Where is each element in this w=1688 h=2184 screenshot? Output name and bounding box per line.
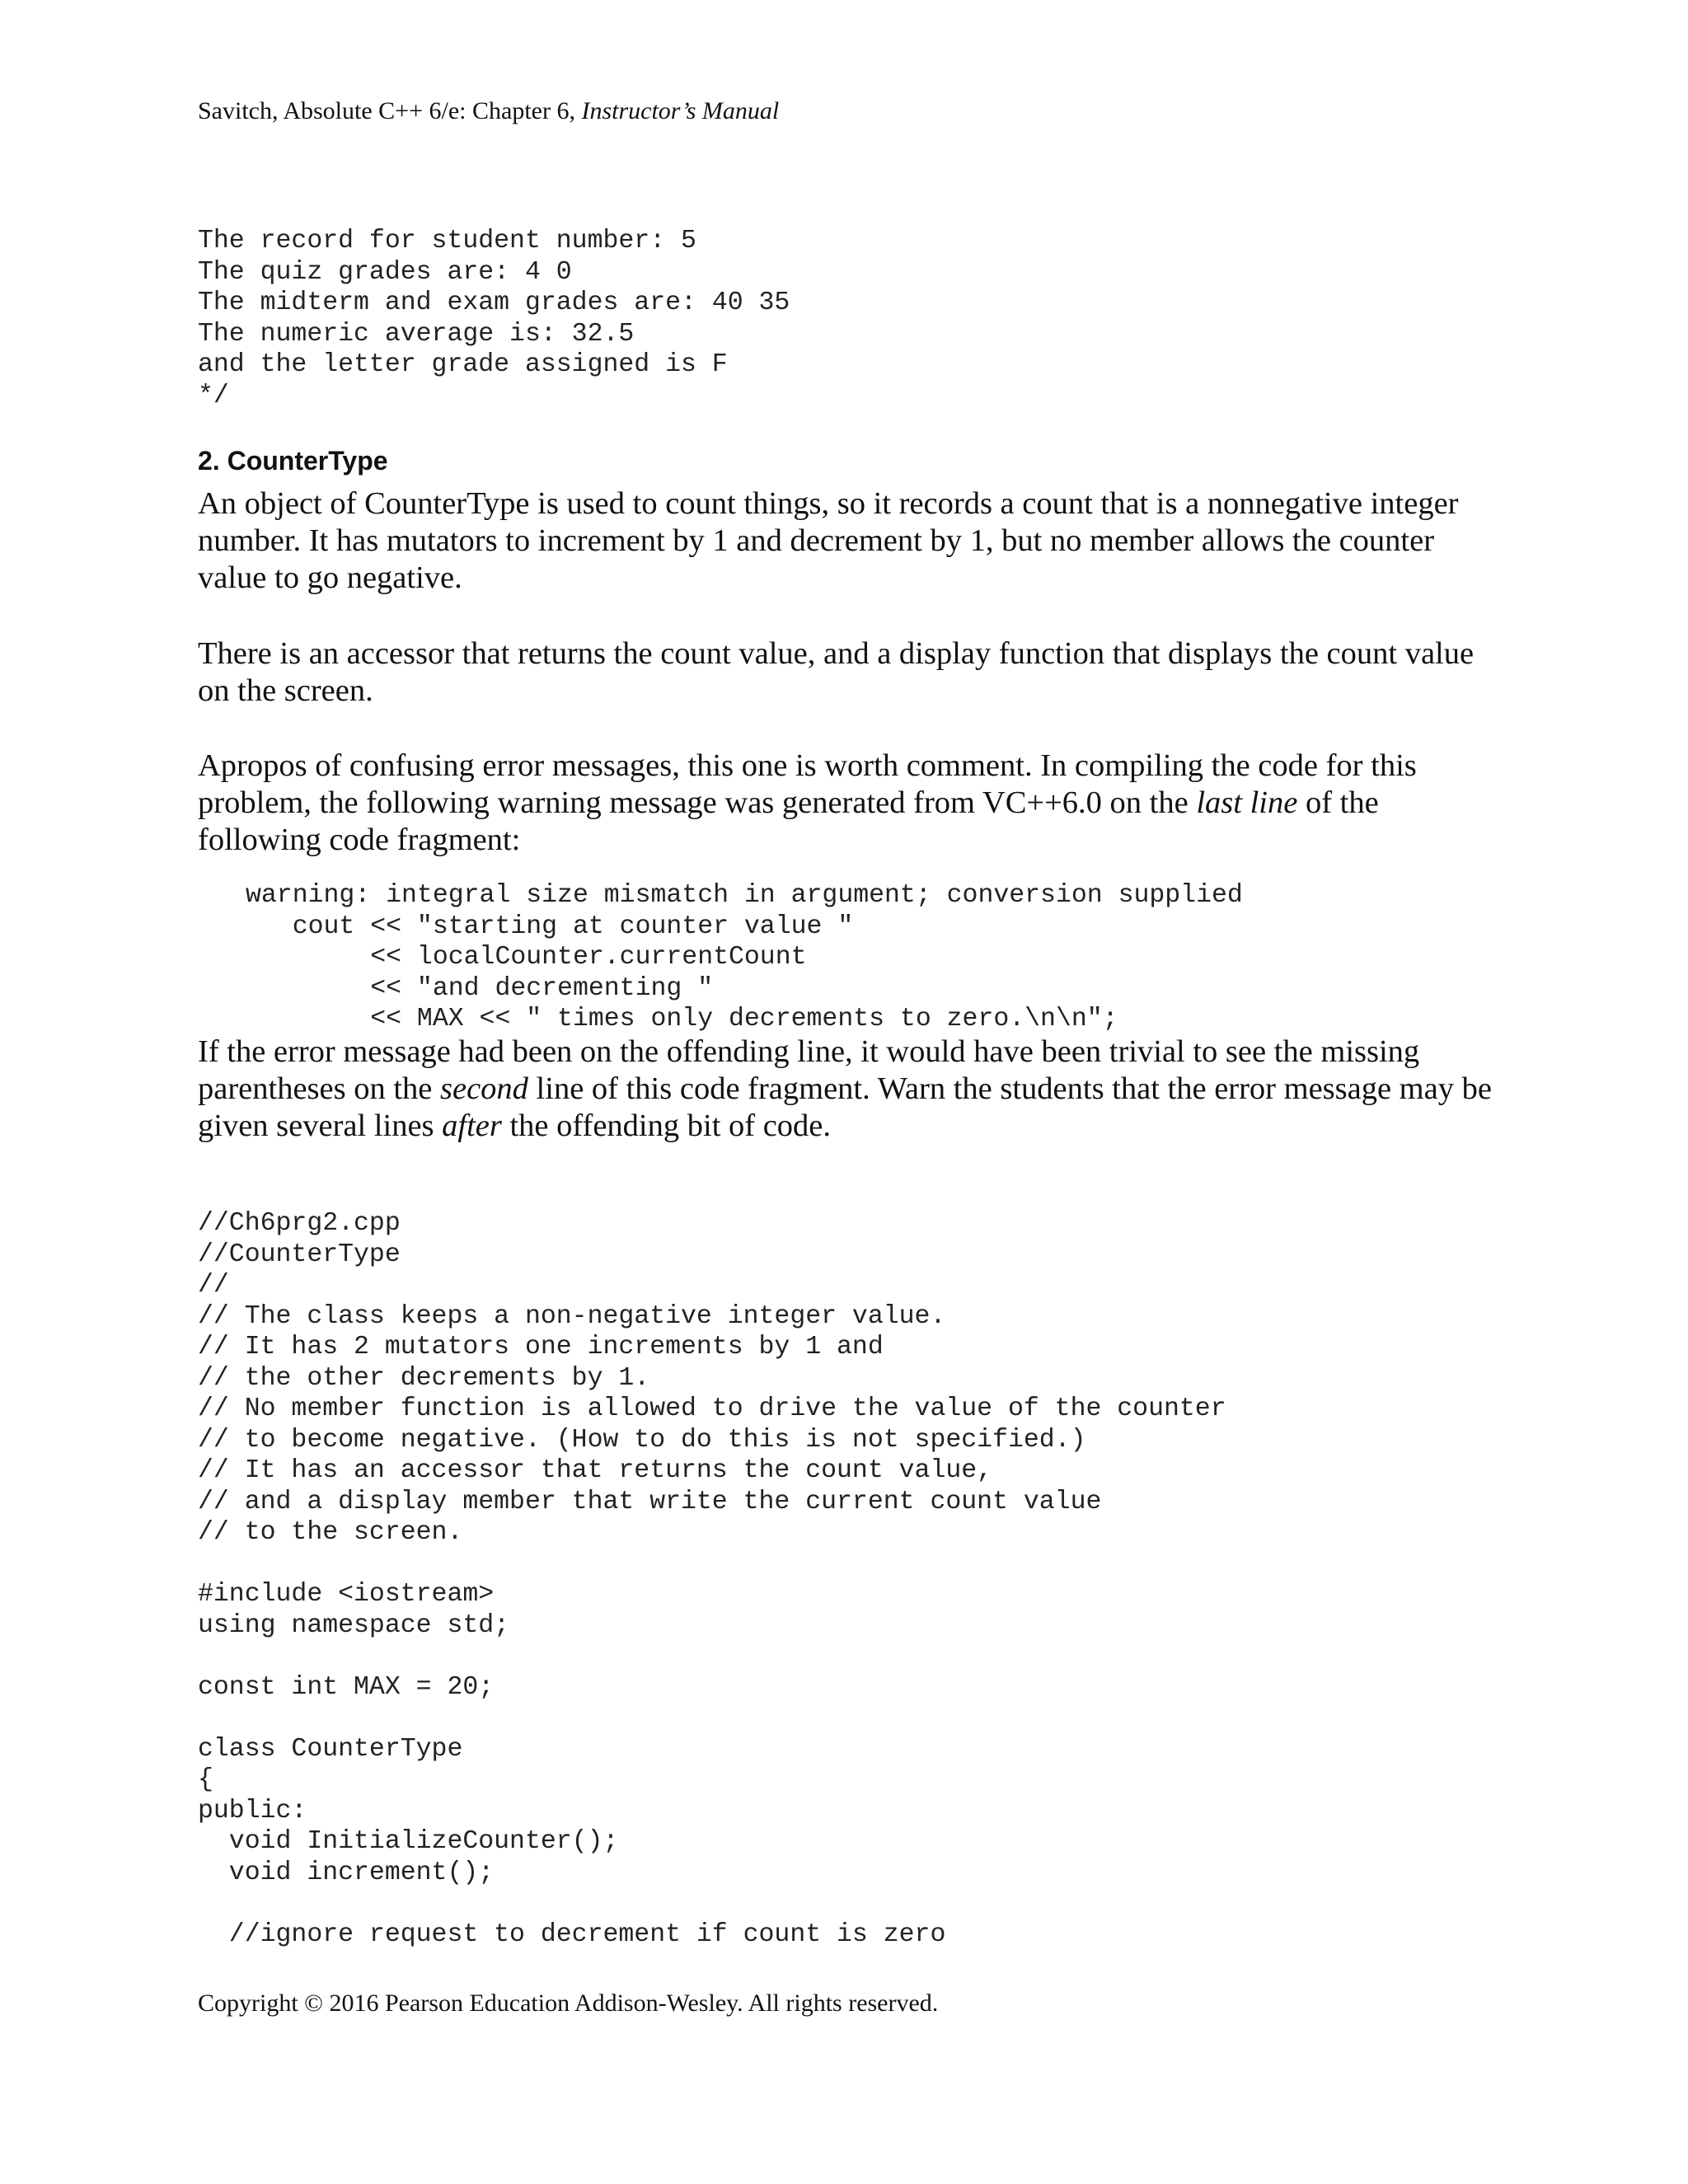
section-heading: 2. CounterType bbox=[198, 446, 388, 476]
paragraph-text: of the following code fragment: bbox=[198, 785, 1379, 857]
paragraph-text: the offending bit of code. bbox=[501, 1108, 832, 1143]
paragraph-text: line of this code fragment. Warn the students that the error message may be given several lines bbox=[198, 1071, 1492, 1143]
body-paragraph-4 bbox=[198, 1033, 1500, 1145]
running-header bbox=[198, 97, 779, 125]
body-paragraph-3 bbox=[198, 748, 1500, 859]
emphasis-text: last line bbox=[1196, 785, 1298, 820]
emphasis-text: second bbox=[440, 1071, 528, 1106]
paragraph-text: An object of CounterType is used to count things, so it records a count that is a nonnegative integer number. It has mutators to increment by 1 and decrement by 1, but no member allows the counter value to go negative. bbox=[198, 486, 1459, 595]
paragraph-text: If the error message had been on the offending line, it would have been trivial to see the missing parentheses on the bbox=[198, 1034, 1420, 1106]
copyright-footer: Copyright © 2016 Pearson Education Addison-Wesley. All rights reserved. bbox=[198, 1990, 939, 2017]
program-output-block: The record for student number: 5 The quiz grades are: 4 0 The midterm and exam grades are: 40 35 The numeric average is: 32.5 and the letter grade assigned is F */ bbox=[198, 227, 790, 410]
body-paragraph-2 bbox=[198, 635, 1500, 710]
emphasis-text: after bbox=[442, 1108, 502, 1143]
source-code-listing: //Ch6prg2.cpp //CounterType // // The class keeps a non-negative integer value. // It has 2 mutators one increments by 1 and // the other decrements by 1. // No member function is allowed to drive the value of the counter // to become negative. (How to do this is not specified.) // It has an accessor that returns the count value, // and a display member that write the current count value // to the screen. #include <iostream> using namespace std; const int MAX = 20; class CounterType { public: void InitializeCounter(); void increment(); //ignore request to decrement if count is zero bbox=[198, 1209, 1226, 1949]
header-italic-text: Instructor’s Manual bbox=[581, 97, 780, 124]
paragraph-text: Apropos of confusing error messages, this one is worth comment. In compiling the code for this problem, the following warning message was generated from VC++6.0 on the bbox=[198, 748, 1417, 820]
paragraph-text: There is an accessor that returns the count value, and a display function that displays the count value on the screen. bbox=[198, 636, 1475, 708]
warning-code-fragment: warning: integral size mismatch in argument; conversion supplied cout << "starting at counter value " << localCounter.currentCount << "and decrementing " << MAX << " times only decrements to zero.\n\n"; bbox=[246, 881, 1243, 1033]
header-text: Savitch, Absolute C++ 6/e: Chapter 6, bbox=[198, 97, 582, 124]
body-paragraph-1 bbox=[198, 485, 1500, 597]
